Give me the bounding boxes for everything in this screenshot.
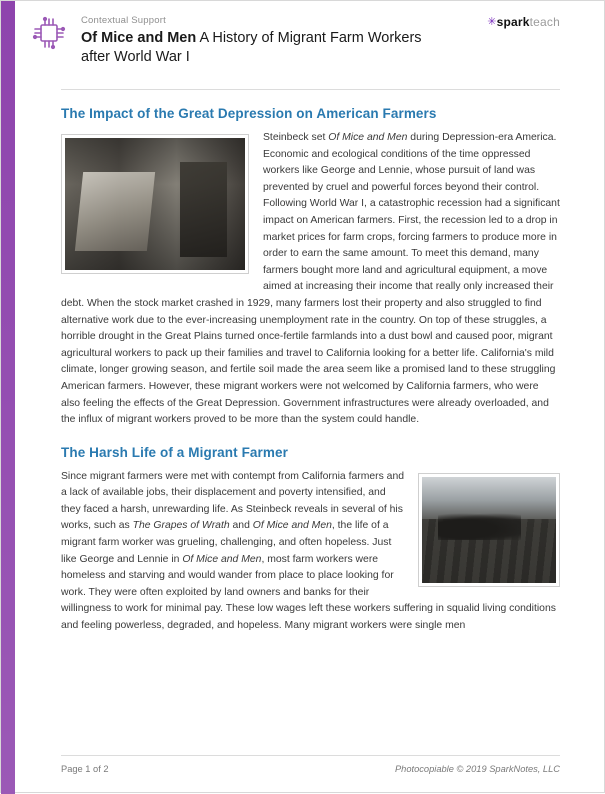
page-title-subtitle: A History of Migrant Farm Workers after World War I (81, 30, 422, 65)
para-2-emphasis-1: The Grapes of Wrath (132, 520, 230, 532)
para-2-part-d: , most farm workers were homeless and starving and would wander from place to place looking for work. They were often exploited by land owners and banks for their willingness to work for minimal pay. These low wages left these workers suffering in squalid living conditions and feeling powerless, degraded, and hopeless. Many migrant workers were single men (61, 553, 556, 632)
left-accent-bar (1, 1, 15, 794)
photograph-field-workers (422, 477, 556, 583)
para-1-part-b: during Depression-era America. Economic and ecological conditions of the time oppressed workers like George and Lennie, whose pursuit of land was prevented by cruel and powerful forces beyond their control. Following World War I, a catastrophic recession had a significant impact on American farmers. First, the recession led to a drop in market prices for farm crops, forcing farmers to produce more in order to earn the same amount. To meet this demand, many farmers bought more land and agricultural equipment, a move aimed at increasing their income that really only increased their debt. When the stock market crashed in 1929, many farmers lost their property and also struggled to find alternative work due to the ever-increasing unemployment rate in the country. On top of these struggles, a horrible drought in the Great Plains turned once-fertile farmlands into a dust bowl and caused poor, migrant agricultural workers to pack up their families and travel to California looking for a better life. California's mild climate, longer growing season, and fertile soil made the area seem like a promised land to these struggling American farmers. However, these migrant workers were not welcomed by California farmers, who were also feeling the effects of the Great Depression. Government infrastructures were already overloaded, and the influx of migrant workers proved to be more than the system could handle. (61, 132, 560, 426)
para-2-emphasis-3: Of Mice and Men (182, 553, 262, 565)
page-title-work: Of Mice and Men (81, 30, 197, 46)
page-footer (61, 755, 560, 774)
page-title (81, 29, 450, 67)
para-2-part-a: Since migrant farmers were met with contempt from California farmers and a lack of available jobs, their displacement and poverty intensified, and they faced a harsh, unrewarding life. As Steinbeck reveals in several of his works, such as (61, 470, 405, 532)
para-1-part-a: Steinbeck set (263, 132, 329, 143)
figure-field-workers-photo (418, 473, 560, 587)
asterisk-icon: ✳ (487, 16, 497, 28)
brand-teach: teach (529, 15, 560, 29)
sparkteach-logo-icon (31, 15, 67, 51)
para-1-emphasis-1: Of Mice and Men (328, 132, 408, 143)
page-header (61, 1, 560, 90)
photograph-man-on-porch (65, 138, 245, 270)
copyright-notice: Photocopiable © 2019 SparkNotes, LLC (394, 764, 560, 774)
section-harsh-life (61, 429, 560, 635)
section-title-1: The Impact of the Great Depression on American Farmers (61, 106, 437, 121)
figure-depression-photo (61, 134, 249, 274)
para-2-part-b: and (229, 520, 253, 532)
section-title-2: The Harsh Life of a Migrant Farmer (61, 444, 288, 460)
kicker-label: Contextual Support (81, 15, 166, 26)
brand-logotype (487, 15, 560, 29)
para-2-emphasis-2: Of Mice and Men (252, 520, 332, 532)
page-number: Page 1 of 2 (61, 764, 109, 774)
page-content (15, 1, 604, 792)
brand-spark: spark (496, 15, 530, 29)
para-2-part-c: , the life of a migrant farm worker was grueling, challenging, and often hopeless. Just like George and Lennie in (61, 520, 392, 565)
section-great-depression (61, 90, 560, 429)
